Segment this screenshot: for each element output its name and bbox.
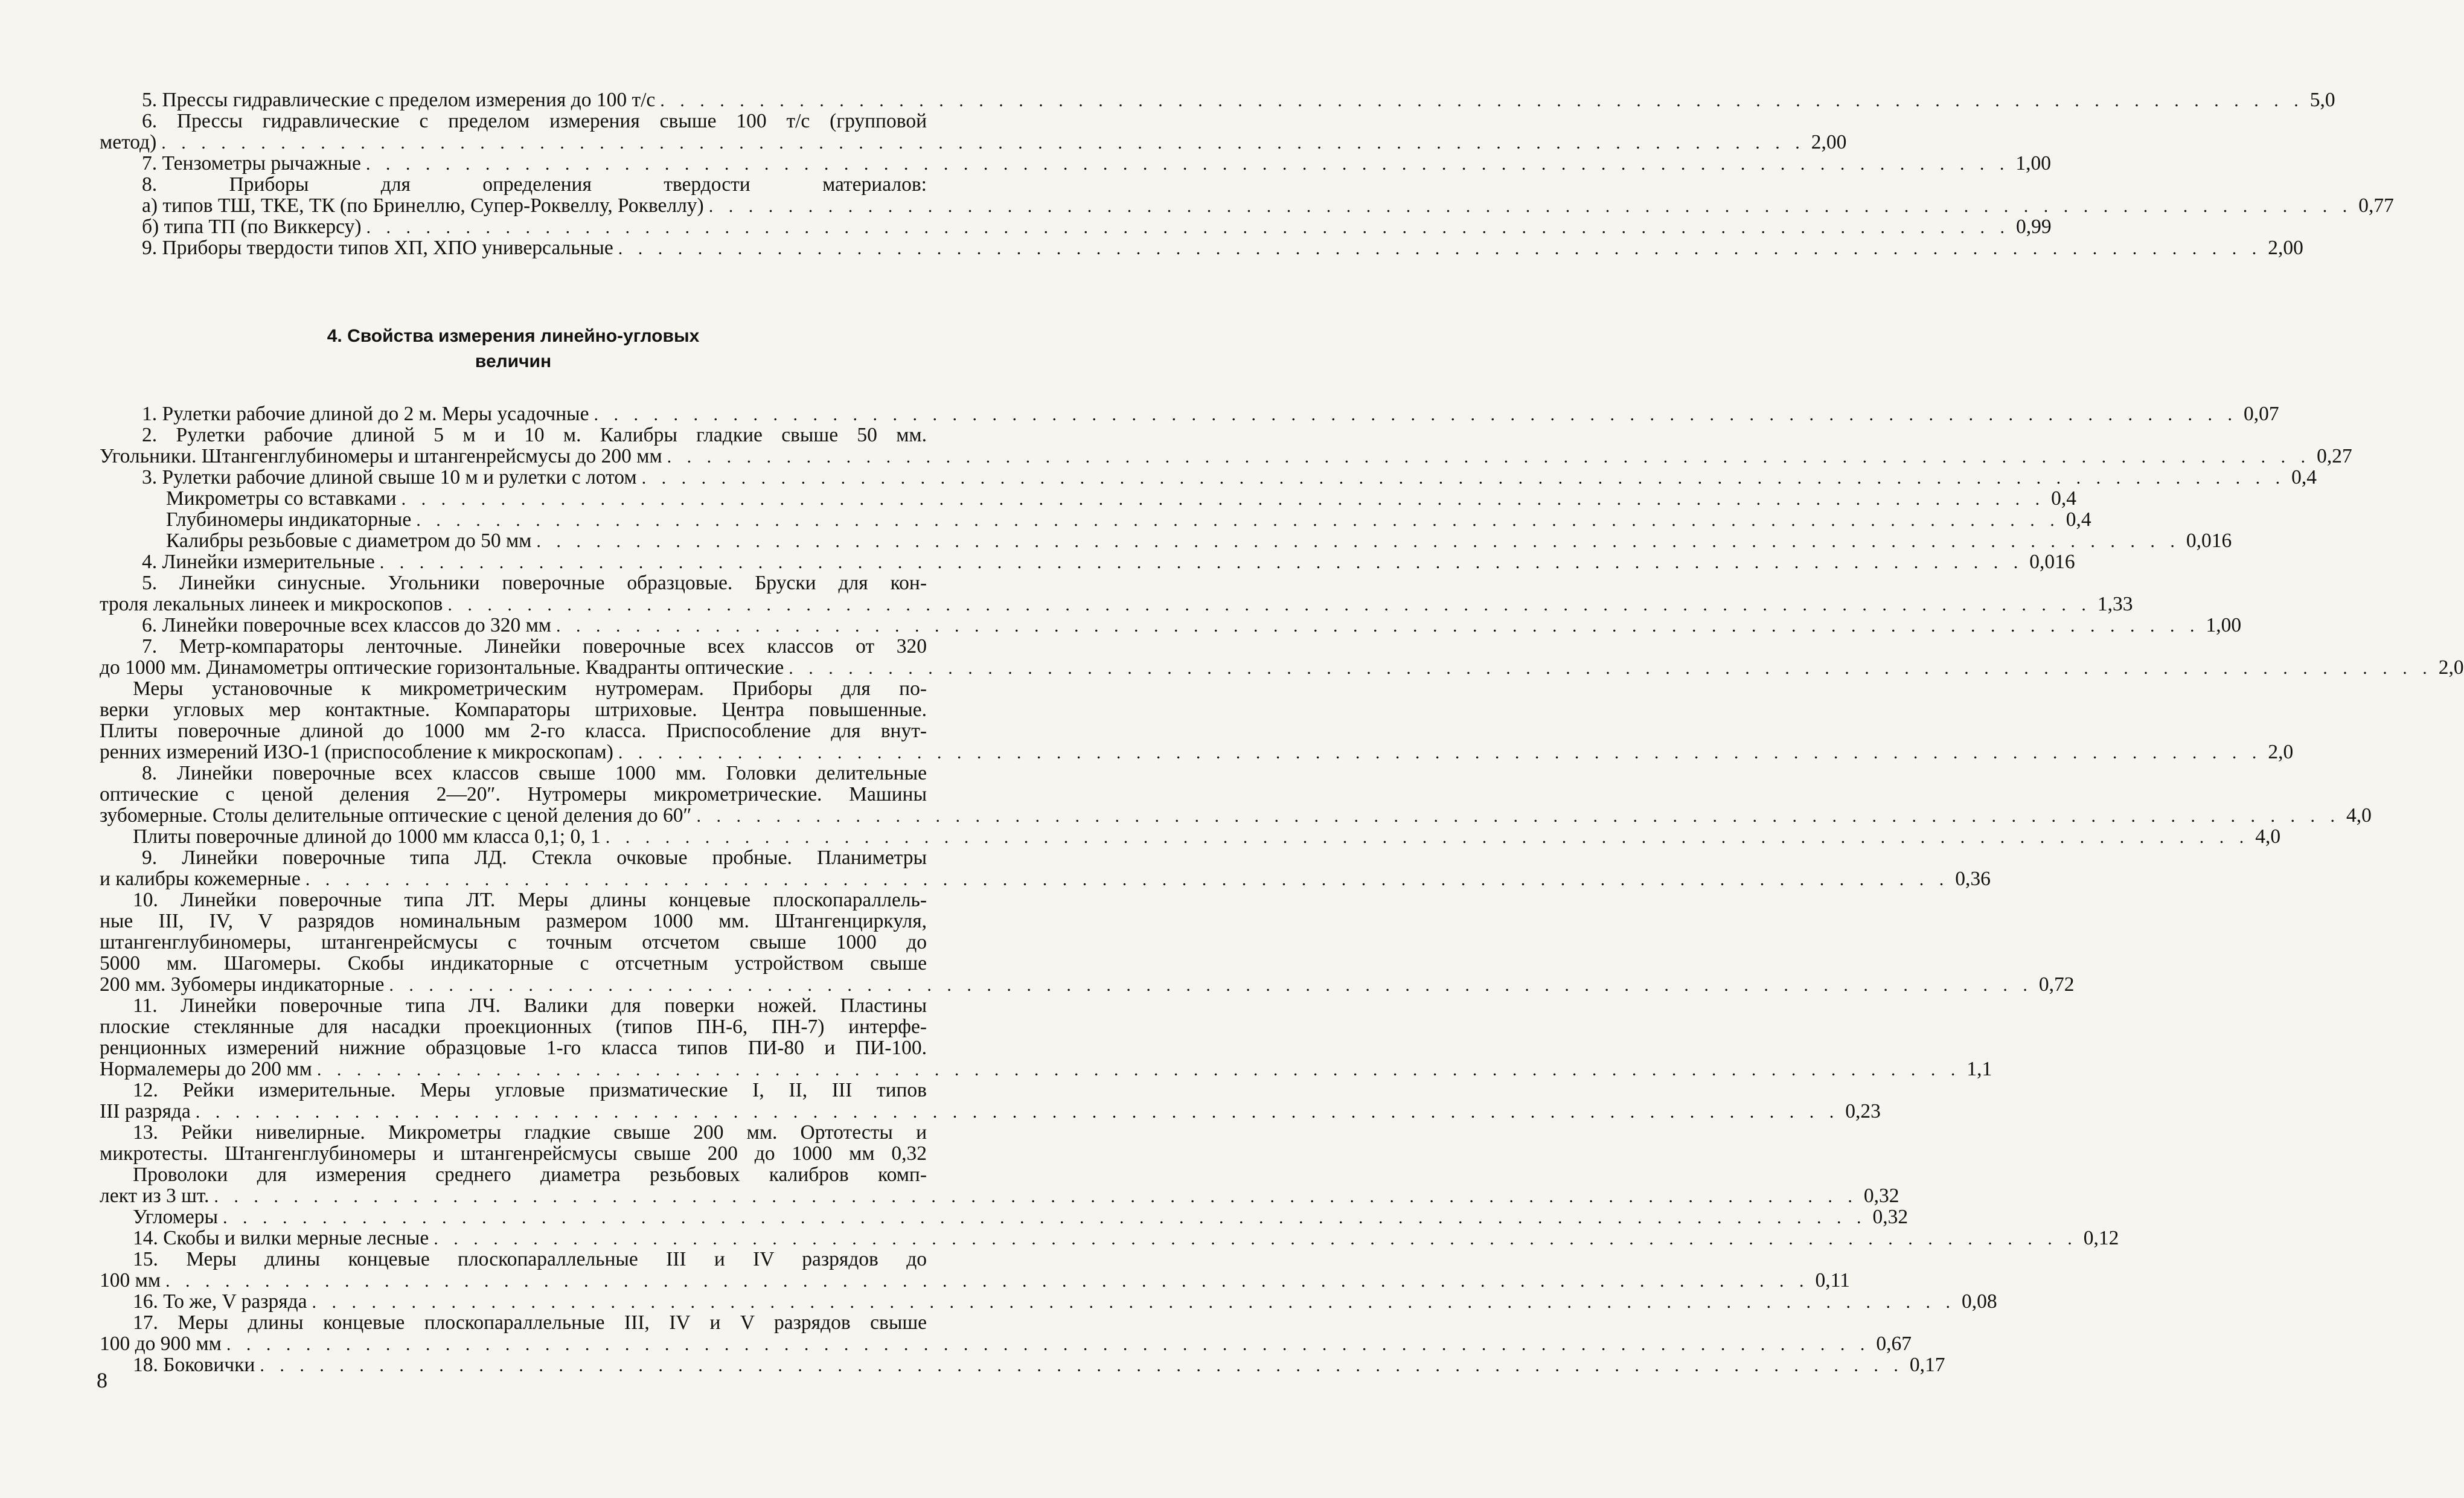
item-text: 6. Линейки поверочные всех классов до 320 мм bbox=[142, 614, 551, 636]
item-text: 13. Рейки нивелирные. Микрометры гладкие свыше 200 мм. Ортотесты и bbox=[133, 1121, 927, 1144]
item-text: 14. Скобы и вилки мерные лесные bbox=[133, 1227, 429, 1249]
list-item bbox=[100, 1080, 927, 1101]
dot-leader bbox=[531, 531, 2180, 552]
dot-leader bbox=[637, 467, 2286, 488]
dot-leader bbox=[156, 132, 1805, 153]
dot-leader bbox=[218, 1207, 1867, 1228]
list-item bbox=[100, 889, 927, 911]
list-item bbox=[100, 699, 927, 720]
list-item bbox=[100, 110, 927, 132]
item-text: 100 мм bbox=[100, 1269, 161, 1292]
item-text: метод) bbox=[100, 131, 157, 153]
dot-leader bbox=[161, 1270, 1810, 1292]
list-item bbox=[100, 614, 2242, 636]
dot-leader bbox=[589, 404, 2238, 425]
list-item bbox=[100, 720, 927, 741]
list-item bbox=[100, 973, 2075, 996]
list-item bbox=[100, 1016, 927, 1037]
item-text: 11. Линейки поверочные типа ЛЧ. Валики для поверки ножей. Пластины bbox=[133, 994, 927, 1017]
section-title-line-1: 4. Свойства измерения линейно-угловых bbox=[327, 326, 700, 346]
item-text: лект из 3 шт. bbox=[100, 1185, 210, 1207]
list-item bbox=[100, 825, 2281, 848]
item-text: штангенглубиномеры, штангенрейсмусы с точным отсчетом свыше 1000 до bbox=[100, 931, 927, 953]
dot-leader bbox=[655, 90, 2304, 111]
item-text: троля лекальных линеек и микроскопов bbox=[100, 593, 443, 615]
item-text: 16. То же, V разряда bbox=[133, 1290, 307, 1313]
item-value: 0,4 bbox=[2291, 466, 2317, 488]
list-item bbox=[100, 445, 2352, 467]
dot-leader bbox=[551, 615, 2200, 636]
item-text: Калибры резьбовые с диаметром до 50 мм bbox=[166, 530, 532, 552]
list-item bbox=[100, 953, 927, 974]
dot-leader bbox=[411, 510, 2060, 531]
item-text: ренних измерений ИЗО-1 (приспособление к микроскопам) bbox=[100, 741, 613, 763]
item-value: 2,00 bbox=[2268, 237, 2303, 259]
dot-leader bbox=[784, 658, 2433, 679]
list-item bbox=[100, 741, 2294, 763]
list-item bbox=[100, 237, 2303, 259]
list-item bbox=[100, 784, 927, 805]
item-text: и калибры кожемерные bbox=[100, 868, 301, 890]
section-list bbox=[100, 403, 2464, 1376]
item-value: 5,0 bbox=[2309, 89, 2335, 111]
item-value: 1,00 bbox=[2015, 152, 2051, 174]
item-text: Плиты поверочные длиной до 1000 мм класса 0,1; 0, 1 bbox=[133, 825, 601, 848]
item-value: 2,0 bbox=[2438, 656, 2464, 679]
list-item bbox=[100, 593, 2133, 615]
dot-leader bbox=[384, 975, 2033, 996]
item-text: 2. Рулетки рабочие длиной 5 м и 10 м. Калибры гладкие свыше 50 мм. bbox=[142, 424, 927, 446]
item-value: 0,11 bbox=[1815, 1269, 1850, 1292]
dot-leader bbox=[375, 552, 2024, 573]
item-text: 3. Рулетки рабочие длиной свыше 10 м и рулетки с лотом bbox=[142, 466, 637, 488]
item-text: оптические с ценой деления 2—20″. Нутромеры микрометрические. Машины bbox=[100, 783, 927, 805]
item-text: III разряда bbox=[100, 1100, 191, 1122]
item-value: 4,0 bbox=[2346, 804, 2372, 827]
list-item bbox=[100, 847, 927, 868]
page-number: 8 bbox=[97, 1368, 107, 1392]
list-item bbox=[100, 152, 2051, 174]
item-value: 1,33 bbox=[2097, 593, 2133, 615]
list-item bbox=[100, 1058, 1992, 1080]
item-text: 12. Рейки измерительные. Меры угловые призматические I, II, III типов bbox=[133, 1079, 927, 1101]
item-text: 7. Тензометры рычажные bbox=[142, 152, 361, 174]
item-text: 10. Линейки поверочные типа ЛТ. Меры длины концевые плоскопараллель- bbox=[133, 889, 927, 911]
list-item bbox=[100, 487, 2076, 510]
list-item bbox=[100, 131, 1847, 153]
dot-leader bbox=[312, 1059, 1961, 1080]
dot-leader bbox=[222, 1334, 1870, 1355]
item-value: 0,36 bbox=[1955, 868, 1991, 890]
item-value: 1,1 bbox=[1966, 1058, 1992, 1080]
dot-leader bbox=[613, 238, 2262, 259]
top-list bbox=[100, 89, 2394, 259]
list-item bbox=[100, 1100, 1881, 1122]
list-item bbox=[100, 551, 2075, 573]
list-item bbox=[100, 911, 927, 932]
item-value: 0,72 bbox=[2038, 973, 2075, 996]
item-text: б) типа ТП (по Виккерсу) bbox=[142, 216, 362, 238]
dot-leader bbox=[191, 1101, 1840, 1122]
dot-leader bbox=[362, 217, 2011, 238]
dot-leader bbox=[662, 446, 2311, 467]
dot-leader bbox=[397, 488, 2046, 510]
list-item bbox=[100, 508, 2091, 531]
item-text: 17. Меры длины концевые плоскопараллельные III, IV и V разрядов свыше bbox=[133, 1311, 927, 1334]
list-item bbox=[100, 804, 2372, 827]
item-value: 0,016 bbox=[2186, 530, 2232, 552]
item-text: ные III, IV, V разрядов номинальным размером 1000 мм. Штангенциркуля, bbox=[100, 910, 927, 932]
item-text: 100 до 900 мм bbox=[100, 1333, 222, 1355]
dot-leader bbox=[601, 827, 2250, 848]
item-value: 0,07 bbox=[2244, 403, 2279, 425]
list-item bbox=[100, 174, 927, 195]
dot-leader bbox=[429, 1228, 2078, 1249]
item-text: Плиты поверочные длиной до 1000 мм 2-го класса. Приспособление для внут- bbox=[100, 720, 927, 742]
list-item bbox=[100, 89, 2335, 111]
item-text: Проволоки для измерения среднего диаметра резьбовых калибров комп- bbox=[133, 1164, 927, 1186]
list-item bbox=[100, 1164, 927, 1185]
list-item bbox=[100, 1312, 927, 1333]
item-text: Меры установочные к микрометрическим нутромерам. Приборы для по- bbox=[133, 677, 927, 700]
item-text: Нормалемеры до 200 мм bbox=[100, 1058, 312, 1080]
item-text: ренционных измерений нижние образцовые 1-го класса типов ПИ-80 и ПИ-100. bbox=[100, 1037, 927, 1059]
list-item bbox=[100, 530, 2232, 552]
item-value: 0,12 bbox=[2083, 1227, 2119, 1249]
item-text: зубомерные. Столы делительные оптические с ценой деления до 60″ bbox=[100, 804, 692, 827]
list-item bbox=[100, 868, 1991, 890]
item-text: 9. Приборы твердости типов ХП, ХПО универсальные bbox=[142, 237, 613, 259]
dot-leader bbox=[361, 153, 2010, 174]
list-item bbox=[100, 763, 927, 784]
item-text: а) типов ТШ, ТКЕ, ТК (по Бринеллю, Супер-Роквеллу, Роквеллу) bbox=[142, 194, 704, 217]
list-item bbox=[100, 932, 927, 953]
item-value: 0,67 bbox=[1876, 1333, 1912, 1355]
item-text: верки угловых мер контактные. Компараторы штриховые. Центра повышенные. bbox=[100, 699, 927, 721]
list-item bbox=[100, 1122, 927, 1143]
item-text: до 1000 мм. Динамометры оптические горизонтальные. Квадранты оптические bbox=[100, 656, 784, 679]
section-heading bbox=[100, 324, 927, 374]
item-value: 0,77 bbox=[2358, 194, 2394, 217]
item-value: 0,32 bbox=[1872, 1206, 1909, 1228]
list-item bbox=[100, 403, 2279, 425]
dot-leader bbox=[301, 869, 1950, 890]
item-text: 5000 мм. Шагомеры. Скобы индикаторные с отсчетным устройством свыше bbox=[100, 952, 927, 975]
item-text: 200 мм. Зубомеры индикаторные bbox=[100, 973, 385, 996]
dot-leader bbox=[692, 805, 2341, 827]
list-item bbox=[100, 194, 2394, 217]
item-text: Угольники. Штангенглубиномеры и штангенрейсмусы до 200 мм bbox=[100, 445, 662, 467]
item-text: 7. Метр-компараторы ленточные. Линейки поверочные всех классов от 320 bbox=[142, 635, 927, 658]
item-value: 0,23 bbox=[1845, 1100, 1881, 1122]
item-value: 0,4 bbox=[2051, 487, 2076, 510]
item-value: 2,00 bbox=[1811, 131, 1847, 153]
dot-leader bbox=[613, 742, 2262, 763]
item-text: 6. Прессы гидравлические с пределом измерения свыше 100 т/с (групповой bbox=[142, 110, 927, 132]
item-text: 15. Меры длины концевые плоскопараллельные III и IV разрядов до bbox=[133, 1248, 927, 1270]
list-item bbox=[100, 656, 2464, 679]
item-text: 8. Приборы для определения твердости материалов: bbox=[142, 173, 927, 196]
item-text: 5. Линейки синусные. Угольники поверочные образцовые. Бруски для кон- bbox=[142, 572, 927, 594]
list-item bbox=[100, 1227, 2119, 1249]
list-item bbox=[100, 995, 927, 1016]
list-item bbox=[100, 1143, 927, 1164]
item-text: плоские стеклянные для насадки проекционных (типов ПН-6, ПН-7) интерфе- bbox=[100, 1016, 927, 1038]
list-item bbox=[100, 424, 927, 446]
item-text: Глубиномеры индикаторные bbox=[166, 508, 412, 531]
item-value: 0,27 bbox=[2317, 445, 2352, 467]
item-value: 0,99 bbox=[2016, 216, 2052, 238]
list-item bbox=[100, 678, 927, 699]
list-item bbox=[100, 1354, 1945, 1376]
item-text: Микрометры со вставками bbox=[166, 487, 397, 510]
item-text: 9. Линейки поверочные типа ЛД. Стекла очковые пробные. Планиметры bbox=[142, 847, 927, 869]
list-item bbox=[100, 466, 2317, 488]
list-item bbox=[100, 1037, 927, 1058]
section-title-line-2: величин bbox=[475, 351, 552, 371]
item-value: 0,08 bbox=[1962, 1290, 1997, 1313]
dot-leader bbox=[704, 196, 2353, 217]
list-item bbox=[100, 1333, 1912, 1355]
item-text: 8. Линейки поверочные всех классов свыше 1000 мм. Головки делительные bbox=[142, 762, 927, 784]
item-text: Угломеры bbox=[133, 1206, 218, 1228]
item-value: 4,0 bbox=[2255, 825, 2281, 848]
list-item bbox=[100, 1269, 1850, 1292]
item-value: 0,32 bbox=[1863, 1185, 1899, 1207]
item-text: 5. Прессы гидравлические с пределом измерения до 100 т/с bbox=[142, 89, 656, 111]
item-value: 0,4 bbox=[2066, 508, 2091, 531]
dot-leader bbox=[255, 1355, 1904, 1376]
list-item bbox=[100, 636, 927, 657]
item-value: 0,016 bbox=[2029, 551, 2075, 573]
item-value: 2,0 bbox=[2268, 741, 2294, 763]
item-value: 0,17 bbox=[1909, 1354, 1945, 1376]
item-text: 4. Линейки измерительные bbox=[142, 551, 375, 573]
list-item bbox=[100, 1185, 1899, 1207]
dot-leader bbox=[209, 1186, 1858, 1207]
dot-leader bbox=[307, 1292, 1956, 1313]
item-text: 1. Рулетки рабочие длиной до 2 м. Меры усадочные bbox=[142, 403, 589, 425]
list-item bbox=[100, 572, 927, 594]
list-item bbox=[100, 1249, 927, 1270]
list-item bbox=[100, 1206, 1909, 1228]
item-value: 1,00 bbox=[2206, 614, 2242, 636]
item-text: 18. Боковички bbox=[133, 1354, 255, 1376]
list-item bbox=[100, 216, 2052, 238]
item-text: микротесты. Штангенглубиномеры и штангенрейсмусы свыше 200 до 1000 мм 0,32 bbox=[100, 1142, 927, 1165]
dot-leader bbox=[443, 594, 2091, 615]
list-item bbox=[100, 1290, 1997, 1313]
